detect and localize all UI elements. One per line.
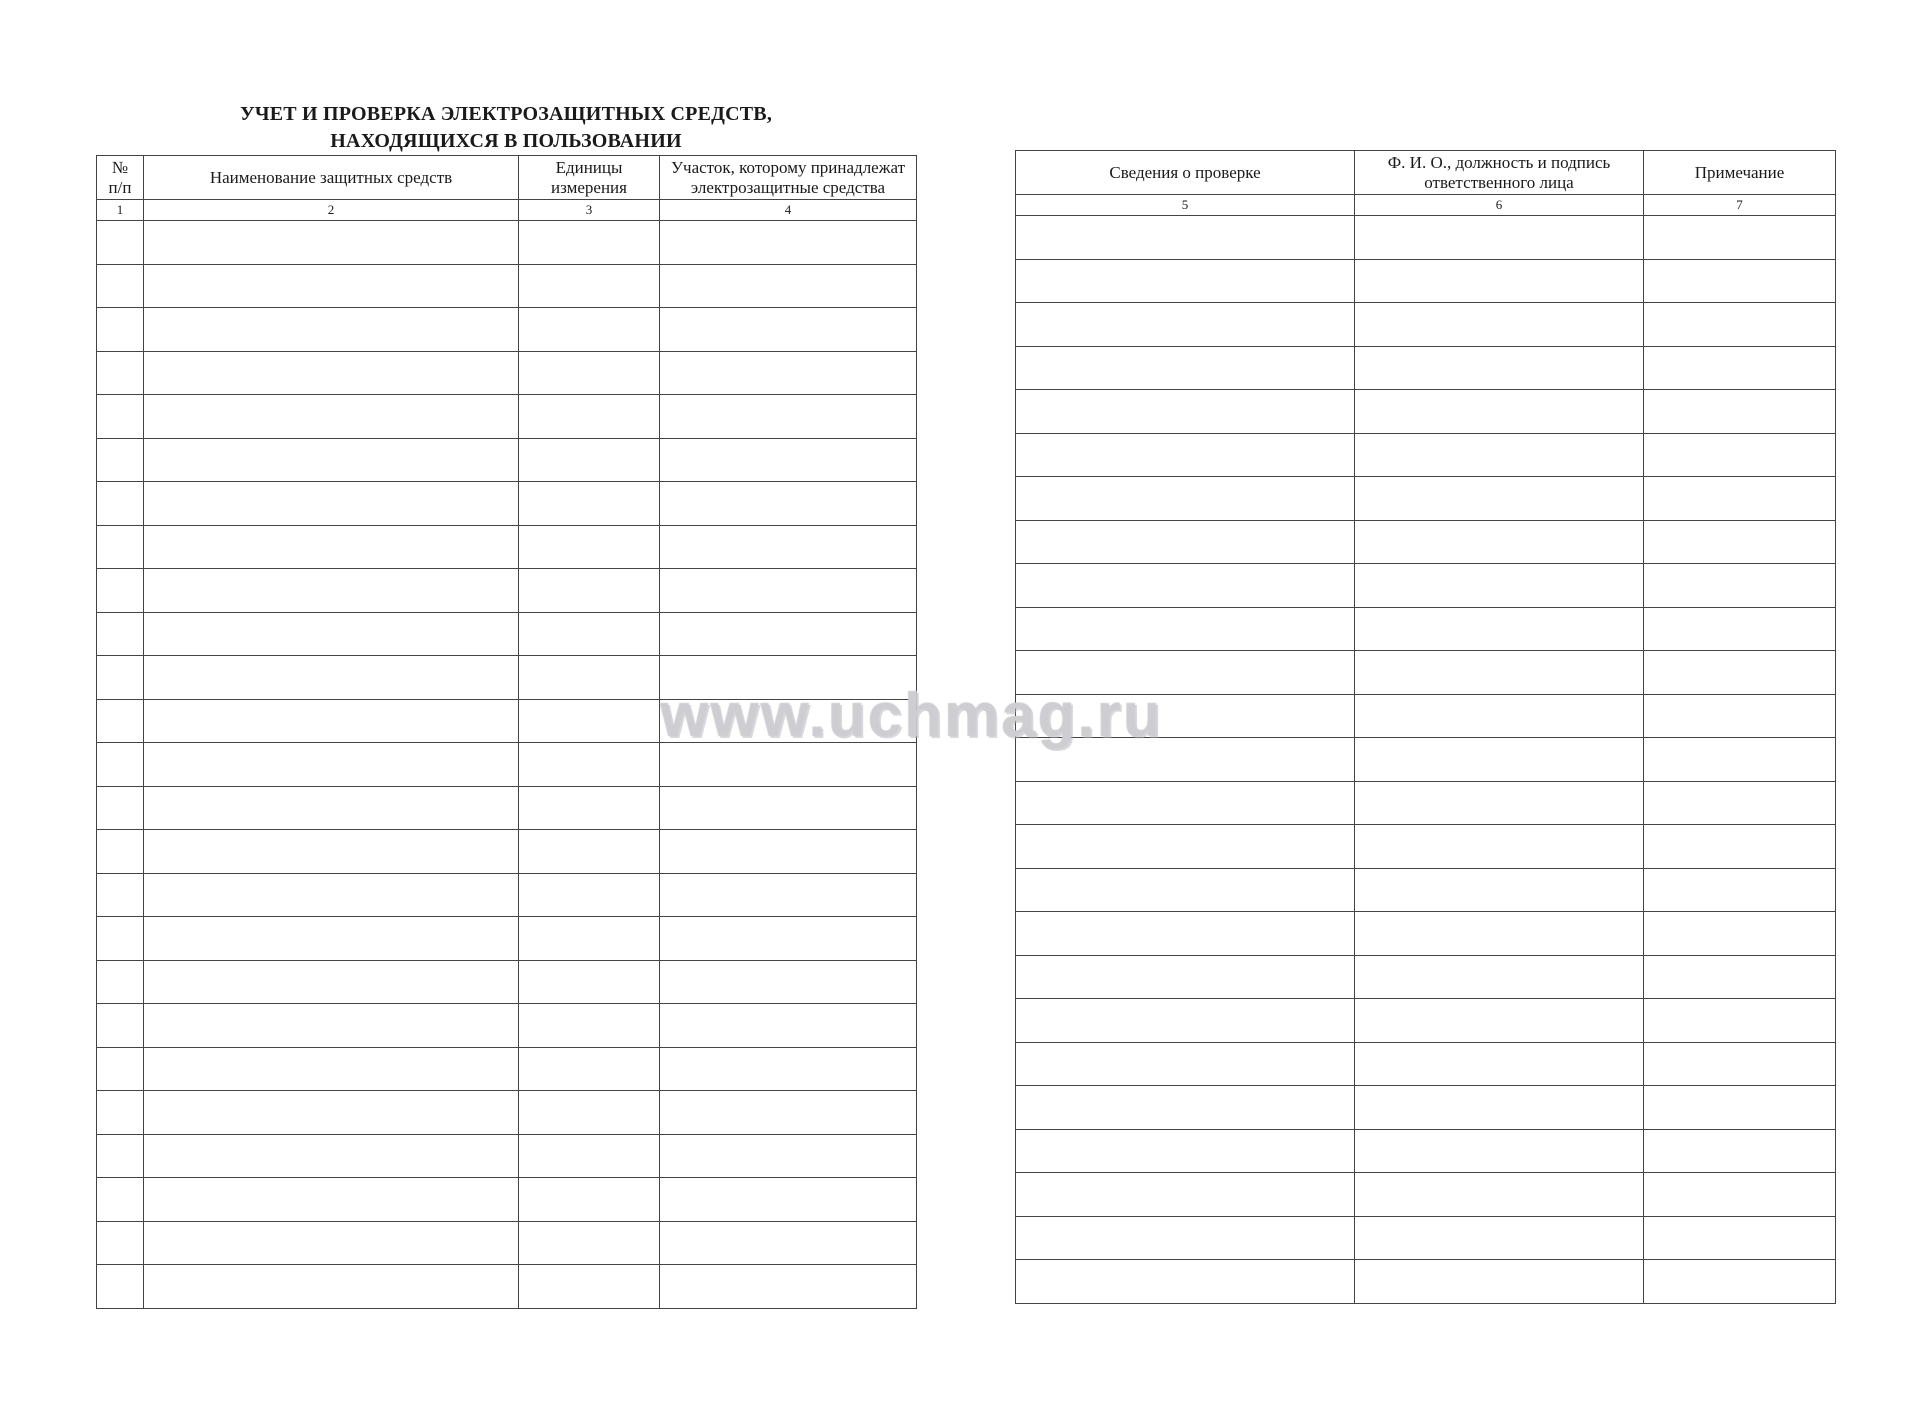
empty-cell[interactable] xyxy=(660,1134,917,1178)
column-number: 4 xyxy=(660,200,917,221)
empty-cell[interactable] xyxy=(1016,477,1355,521)
empty-cell[interactable] xyxy=(519,743,660,787)
empty-cell[interactable] xyxy=(1016,216,1355,260)
empty-cell[interactable] xyxy=(1016,259,1355,303)
table-row xyxy=(1016,825,1836,869)
left-table-body xyxy=(97,221,917,1309)
empty-cell[interactable] xyxy=(1644,1042,1836,1086)
table-row xyxy=(97,1265,917,1309)
empty-cell[interactable] xyxy=(1355,433,1644,477)
table-row xyxy=(97,395,917,439)
title-line-2: НАХОДЯЩИХСЯ В ПОЛЬЗОВАНИИ xyxy=(330,130,682,152)
empty-cell[interactable] xyxy=(144,221,519,265)
header-cell-equipment-name: Наименование защитных средств xyxy=(144,156,519,200)
empty-cell[interactable] xyxy=(1644,607,1836,651)
empty-cell[interactable] xyxy=(1644,346,1836,390)
header-cell-note: Примечание xyxy=(1644,151,1836,195)
empty-cell[interactable] xyxy=(519,1221,660,1265)
watermark: www.uchmag.ru xyxy=(660,681,1163,750)
table-row xyxy=(97,438,917,482)
empty-cell[interactable] xyxy=(144,743,519,787)
empty-cell[interactable] xyxy=(144,1221,519,1265)
empty-cell[interactable] xyxy=(1644,216,1836,260)
empty-cell[interactable] xyxy=(519,699,660,743)
empty-cell[interactable] xyxy=(519,569,660,613)
table-row xyxy=(1016,912,1836,956)
table-row xyxy=(1016,259,1836,303)
empty-cell[interactable] xyxy=(97,395,144,439)
column-number: 6 xyxy=(1355,195,1644,216)
empty-cell[interactable] xyxy=(97,1004,144,1048)
empty-cell[interactable] xyxy=(519,1047,660,1091)
empty-cell[interactable] xyxy=(144,612,519,656)
empty-cell[interactable] xyxy=(1016,346,1355,390)
table-row xyxy=(97,1134,917,1178)
empty-cell[interactable] xyxy=(1644,259,1836,303)
empty-cell[interactable] xyxy=(660,1265,917,1309)
empty-cell[interactable] xyxy=(1644,1086,1836,1130)
empty-cell[interactable] xyxy=(1355,520,1644,564)
empty-cell[interactable] xyxy=(1355,999,1644,1043)
table-row xyxy=(1016,346,1836,390)
empty-cell[interactable] xyxy=(1355,912,1644,956)
empty-cell[interactable] xyxy=(144,569,519,613)
empty-cell[interactable] xyxy=(144,1004,519,1048)
empty-cell[interactable] xyxy=(1644,694,1836,738)
table-header-row xyxy=(1016,151,1836,195)
empty-cell[interactable] xyxy=(144,1178,519,1222)
empty-cell[interactable] xyxy=(1355,1173,1644,1217)
empty-cell[interactable] xyxy=(1016,607,1355,651)
empty-cell[interactable] xyxy=(97,1178,144,1222)
empty-cell[interactable] xyxy=(1016,955,1355,999)
empty-cell[interactable] xyxy=(1016,520,1355,564)
empty-cell[interactable] xyxy=(97,221,144,265)
empty-cell[interactable] xyxy=(519,1265,660,1309)
empty-cell[interactable] xyxy=(144,960,519,1004)
empty-cell[interactable] xyxy=(1016,781,1355,825)
empty-cell[interactable] xyxy=(1644,999,1836,1043)
empty-cell[interactable] xyxy=(1355,781,1644,825)
right-table-body xyxy=(1016,216,1836,1304)
table-row xyxy=(97,482,917,526)
empty-cell[interactable] xyxy=(519,351,660,395)
empty-cell[interactable] xyxy=(519,264,660,308)
column-number: 7 xyxy=(1644,195,1836,216)
empty-cell[interactable] xyxy=(1355,955,1644,999)
empty-cell[interactable] xyxy=(1644,955,1836,999)
empty-cell[interactable] xyxy=(660,264,917,308)
column-number-row xyxy=(1016,195,1836,216)
empty-cell[interactable] xyxy=(519,917,660,961)
table-row xyxy=(1016,390,1836,434)
empty-cell[interactable] xyxy=(144,395,519,439)
empty-cell[interactable] xyxy=(1016,999,1355,1043)
empty-cell[interactable] xyxy=(1355,216,1644,260)
empty-cell[interactable] xyxy=(660,308,917,352)
empty-cell[interactable] xyxy=(97,438,144,482)
table-row xyxy=(97,1047,917,1091)
table-row xyxy=(1016,520,1836,564)
empty-cell[interactable] xyxy=(1644,564,1836,608)
empty-cell[interactable] xyxy=(519,482,660,526)
empty-cell[interactable] xyxy=(1644,738,1836,782)
empty-cell[interactable] xyxy=(1355,1086,1644,1130)
empty-cell[interactable] xyxy=(1016,825,1355,869)
column-number-row xyxy=(97,200,917,221)
empty-cell[interactable] xyxy=(1016,303,1355,347)
empty-cell[interactable] xyxy=(1355,1129,1644,1173)
table-row xyxy=(97,1221,917,1265)
table-row xyxy=(97,1091,917,1135)
empty-cell[interactable] xyxy=(1016,912,1355,956)
empty-cell[interactable] xyxy=(1355,694,1644,738)
empty-cell[interactable] xyxy=(97,569,144,613)
table-row xyxy=(97,221,917,265)
empty-cell[interactable] xyxy=(1355,303,1644,347)
table-row xyxy=(97,917,917,961)
empty-cell[interactable] xyxy=(519,438,660,482)
table-row xyxy=(1016,216,1836,260)
empty-cell[interactable] xyxy=(1355,346,1644,390)
empty-cell[interactable] xyxy=(97,525,144,569)
empty-cell[interactable] xyxy=(144,1091,519,1135)
empty-cell[interactable] xyxy=(144,917,519,961)
empty-cell[interactable] xyxy=(144,786,519,830)
empty-cell[interactable] xyxy=(660,960,917,1004)
empty-cell[interactable] xyxy=(1016,1173,1355,1217)
table-row xyxy=(1016,1042,1836,1086)
empty-cell[interactable] xyxy=(1644,303,1836,347)
empty-cell[interactable] xyxy=(144,1134,519,1178)
empty-cell[interactable] xyxy=(97,917,144,961)
empty-cell[interactable] xyxy=(519,1178,660,1222)
empty-cell[interactable] xyxy=(1644,477,1836,521)
empty-cell[interactable] xyxy=(97,743,144,787)
empty-cell[interactable] xyxy=(519,525,660,569)
column-number: 3 xyxy=(519,200,660,221)
empty-cell[interactable] xyxy=(144,308,519,352)
empty-cell[interactable] xyxy=(660,482,917,526)
empty-cell[interactable] xyxy=(1644,433,1836,477)
empty-cell[interactable] xyxy=(97,308,144,352)
empty-cell[interactable] xyxy=(660,221,917,265)
empty-cell[interactable] xyxy=(519,612,660,656)
empty-cell[interactable] xyxy=(144,699,519,743)
empty-cell[interactable] xyxy=(1644,1216,1836,1260)
header-cell-units: Единицы измерения xyxy=(519,156,660,200)
empty-cell[interactable] xyxy=(1355,477,1644,521)
table-row xyxy=(1016,1129,1836,1173)
column-number: 5 xyxy=(1016,195,1355,216)
empty-cell[interactable] xyxy=(660,395,917,439)
table-row xyxy=(1016,607,1836,651)
table-row xyxy=(97,1178,917,1222)
empty-cell[interactable] xyxy=(660,612,917,656)
empty-cell[interactable] xyxy=(144,1047,519,1091)
empty-cell[interactable] xyxy=(519,786,660,830)
table-row xyxy=(1016,1086,1836,1130)
empty-cell[interactable] xyxy=(519,1134,660,1178)
empty-cell[interactable] xyxy=(519,221,660,265)
empty-cell[interactable] xyxy=(97,1091,144,1135)
empty-cell[interactable] xyxy=(97,786,144,830)
empty-cell[interactable] xyxy=(660,1004,917,1048)
empty-cell[interactable] xyxy=(1644,1173,1836,1217)
table-row xyxy=(1016,1173,1836,1217)
table-row xyxy=(97,830,917,874)
empty-cell[interactable] xyxy=(660,1091,917,1135)
empty-cell[interactable] xyxy=(1644,1129,1836,1173)
empty-cell[interactable] xyxy=(97,351,144,395)
table-row xyxy=(97,612,917,656)
empty-cell[interactable] xyxy=(1016,433,1355,477)
table-row xyxy=(1016,1260,1836,1304)
empty-cell[interactable] xyxy=(1016,1216,1355,1260)
table-row xyxy=(97,873,917,917)
empty-cell[interactable] xyxy=(144,873,519,917)
empty-cell[interactable] xyxy=(1016,564,1355,608)
empty-cell[interactable] xyxy=(1355,390,1644,434)
empty-cell[interactable] xyxy=(1644,651,1836,695)
table-row xyxy=(1016,564,1836,608)
title-line-1: УЧЕТ И ПРОВЕРКА ЭЛЕКТРОЗАЩИТНЫХ СРЕДСТВ, xyxy=(239,103,773,125)
table-row xyxy=(1016,303,1836,347)
empty-cell[interactable] xyxy=(1644,825,1836,869)
empty-cell[interactable] xyxy=(660,569,917,613)
empty-cell[interactable] xyxy=(519,873,660,917)
empty-cell[interactable] xyxy=(660,1178,917,1222)
header-cell-section: Участок, которому принадлежат электрозащитные средства xyxy=(660,156,917,200)
empty-cell[interactable] xyxy=(144,438,519,482)
empty-cell[interactable] xyxy=(97,1134,144,1178)
empty-cell[interactable] xyxy=(1355,1042,1644,1086)
table-row xyxy=(97,351,917,395)
header-cell-number: № п/п xyxy=(97,156,144,200)
table-row xyxy=(1016,477,1836,521)
empty-cell[interactable] xyxy=(97,482,144,526)
empty-cell[interactable] xyxy=(660,917,917,961)
empty-cell[interactable] xyxy=(144,656,519,700)
empty-cell[interactable] xyxy=(1355,825,1644,869)
empty-cell[interactable] xyxy=(97,830,144,874)
empty-cell[interactable] xyxy=(97,960,144,1004)
table-row xyxy=(97,264,917,308)
empty-cell[interactable] xyxy=(1016,390,1355,434)
empty-cell[interactable] xyxy=(144,1265,519,1309)
empty-cell[interactable] xyxy=(1355,607,1644,651)
empty-cell[interactable] xyxy=(660,351,917,395)
empty-cell[interactable] xyxy=(660,525,917,569)
empty-cell[interactable] xyxy=(1355,564,1644,608)
table-row xyxy=(1016,433,1836,477)
table-row xyxy=(97,308,917,352)
empty-cell[interactable] xyxy=(97,1265,144,1309)
empty-cell[interactable] xyxy=(1644,781,1836,825)
empty-cell[interactable] xyxy=(97,1221,144,1265)
empty-cell[interactable] xyxy=(660,438,917,482)
empty-cell[interactable] xyxy=(519,656,660,700)
empty-cell[interactable] xyxy=(144,482,519,526)
table-row xyxy=(97,569,917,613)
empty-cell[interactable] xyxy=(1644,868,1836,912)
empty-cell[interactable] xyxy=(519,960,660,1004)
table-row xyxy=(97,1004,917,1048)
empty-cell[interactable] xyxy=(1016,1260,1355,1304)
empty-cell[interactable] xyxy=(660,873,917,917)
empty-cell[interactable] xyxy=(1355,738,1644,782)
column-number: 1 xyxy=(97,200,144,221)
empty-cell[interactable] xyxy=(97,1047,144,1091)
empty-cell[interactable] xyxy=(144,830,519,874)
empty-cell[interactable] xyxy=(1644,520,1836,564)
empty-cell[interactable] xyxy=(660,786,917,830)
table-row xyxy=(1016,781,1836,825)
table-header-row xyxy=(97,156,917,200)
table-row xyxy=(1016,1216,1836,1260)
header-cell-responsible-person: Ф. И. О., должность и подпись ответственного лица xyxy=(1355,151,1644,195)
empty-cell[interactable] xyxy=(97,699,144,743)
empty-cell[interactable] xyxy=(1644,1260,1836,1304)
empty-cell[interactable] xyxy=(1016,868,1355,912)
empty-cell[interactable] xyxy=(1016,1129,1355,1173)
column-number: 2 xyxy=(144,200,519,221)
empty-cell[interactable] xyxy=(519,308,660,352)
empty-cell[interactable] xyxy=(660,1047,917,1091)
empty-cell[interactable] xyxy=(519,395,660,439)
empty-cell[interactable] xyxy=(144,525,519,569)
empty-cell[interactable] xyxy=(97,656,144,700)
empty-cell[interactable] xyxy=(660,830,917,874)
empty-cell[interactable] xyxy=(660,1221,917,1265)
empty-cell[interactable] xyxy=(1355,868,1644,912)
empty-cell[interactable] xyxy=(97,873,144,917)
table-row xyxy=(97,525,917,569)
table-row xyxy=(97,786,917,830)
empty-cell[interactable] xyxy=(1644,390,1836,434)
empty-cell[interactable] xyxy=(1355,259,1644,303)
empty-cell[interactable] xyxy=(97,264,144,308)
empty-cell[interactable] xyxy=(144,264,519,308)
table-row xyxy=(1016,868,1836,912)
empty-cell[interactable] xyxy=(97,612,144,656)
form-title xyxy=(96,101,916,155)
empty-cell[interactable] xyxy=(1355,651,1644,695)
empty-cell[interactable] xyxy=(519,830,660,874)
empty-cell[interactable] xyxy=(519,1004,660,1048)
empty-cell[interactable] xyxy=(1355,1216,1644,1260)
empty-cell[interactable] xyxy=(1016,1042,1355,1086)
empty-cell[interactable] xyxy=(1644,912,1836,956)
empty-cell[interactable] xyxy=(144,351,519,395)
table-row xyxy=(1016,999,1836,1043)
table-row xyxy=(97,960,917,1004)
empty-cell[interactable] xyxy=(519,1091,660,1135)
empty-cell[interactable] xyxy=(1016,1086,1355,1130)
table-row xyxy=(1016,955,1836,999)
empty-cell[interactable] xyxy=(1355,1260,1644,1304)
header-cell-inspection-info: Сведения о проверке xyxy=(1016,151,1355,195)
